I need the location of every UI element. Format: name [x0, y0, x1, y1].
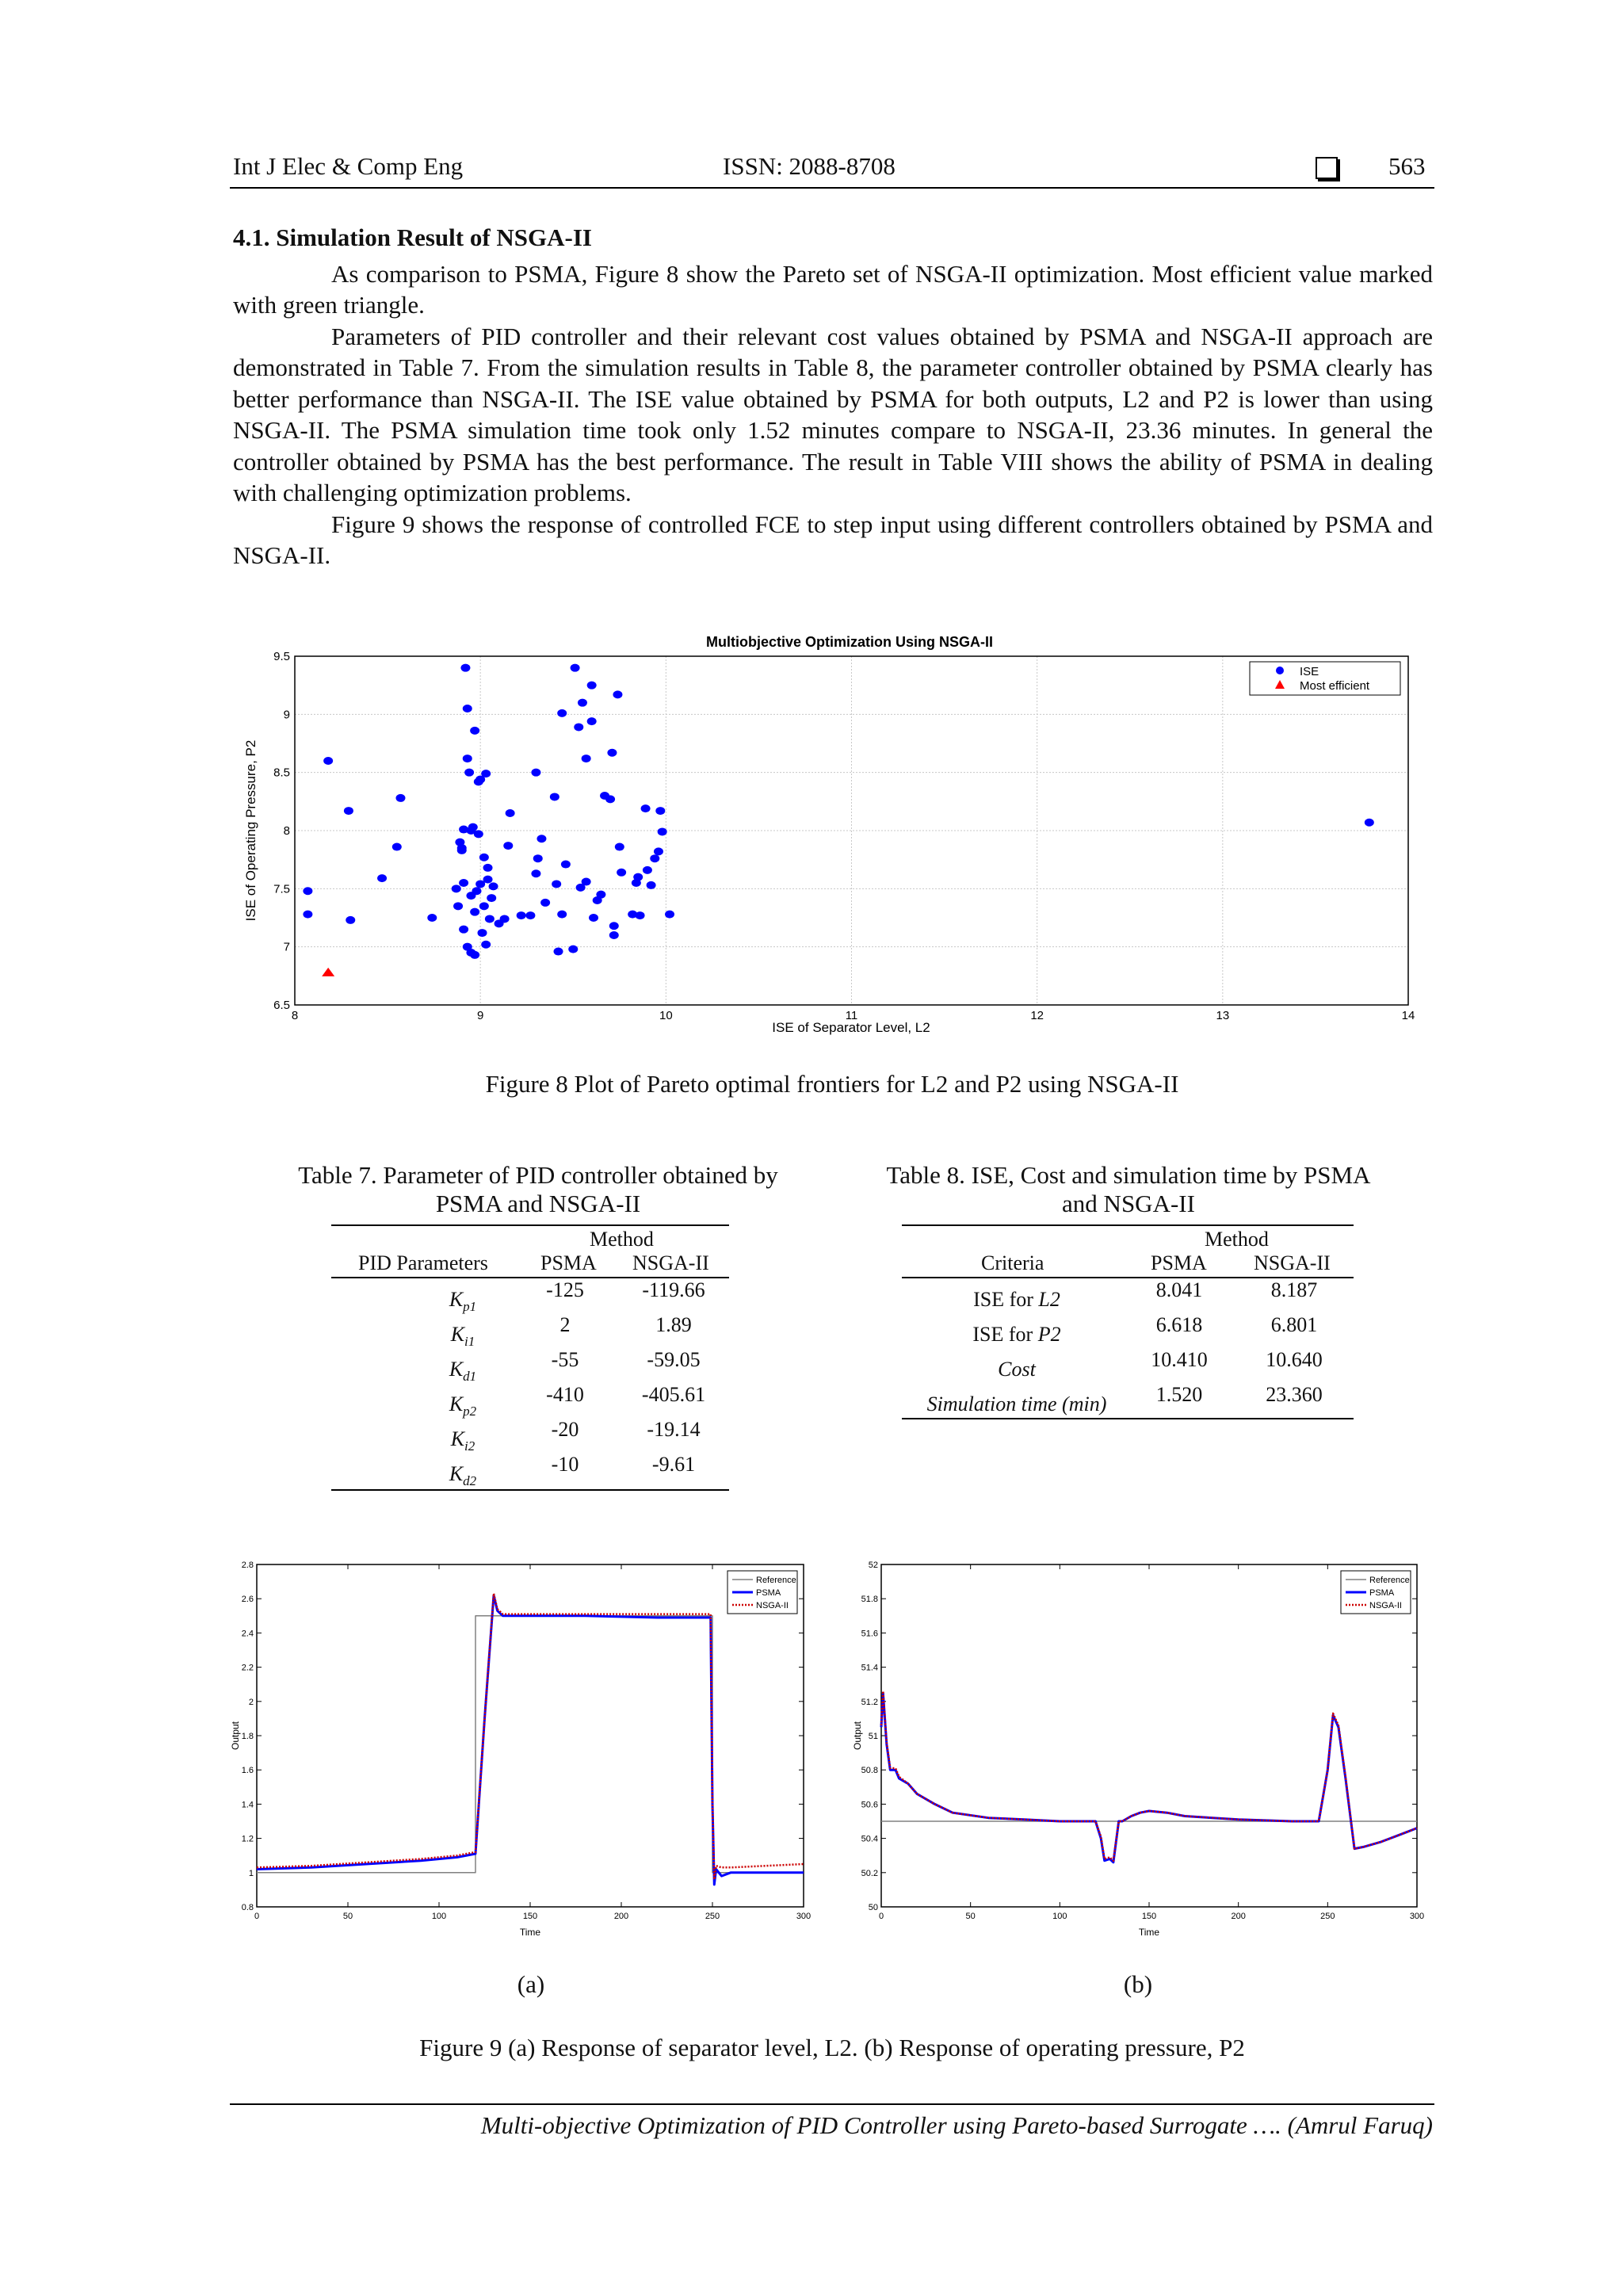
scatter-point-ise [377, 874, 387, 882]
y-tick-label: 8 [283, 824, 290, 838]
legend-label-nsga: NSGA-II [1369, 1601, 1402, 1610]
x-tick-label: 14 [1401, 1009, 1415, 1022]
y-tick-label: 8.5 [273, 766, 290, 780]
x-tick-label: 300 [796, 1912, 812, 1921]
table8-caption [848, 1161, 1409, 1218]
table7-psma-cell: 2 [559, 1313, 571, 1336]
y-tick-label: 1.6 [241, 1766, 254, 1776]
y-tick-label: 1.2 [241, 1834, 254, 1844]
x-tick-label: 100 [431, 1912, 447, 1921]
table7-caption [252, 1161, 824, 1218]
scatter-point-ise [554, 948, 563, 956]
table7-psma-cell: -10 [551, 1453, 579, 1476]
x-tick-label: 200 [613, 1912, 629, 1921]
scatter-point-ise [525, 911, 535, 919]
y-axis-label: Output [230, 1721, 241, 1751]
legend-label-nsga: NSGA-II [756, 1601, 789, 1610]
scatter-point-ise [557, 709, 567, 717]
scatter-point-ise [633, 873, 643, 881]
table8-criteria-cell: Simulation time (min) [926, 1392, 1107, 1415]
table7-nsga-cell: -119.66 [642, 1278, 705, 1301]
x-axis-label: Time [1138, 1927, 1160, 1938]
y-tick-label: 2 [248, 1697, 254, 1707]
table8-col-psma: PSMA [1151, 1251, 1207, 1274]
scatter-point-ise [427, 914, 437, 922]
table8-psma-cell: 6.618 [1155, 1313, 1203, 1336]
scatter-point-ise [463, 705, 472, 712]
y-tick-label: 50 [868, 1903, 878, 1912]
table8-nsga-cell: 6.801 [1270, 1313, 1318, 1336]
table7-nsga-cell: -9.61 [651, 1453, 696, 1476]
footer-text: Multi-objective Optimization of PID Controller using Pareto-based Surrogate …. (Amrul Faruq) [480, 2111, 1433, 2139]
scatter-point-ise [483, 864, 493, 872]
scatter-point-ise [557, 911, 567, 919]
scatter-point-ise [609, 922, 619, 930]
table7-psma-cell: -125 [546, 1278, 584, 1301]
table7-nsga-cell: 1.89 [655, 1313, 692, 1336]
scatter-point-ise [587, 717, 597, 725]
scatter-point-ise [665, 911, 674, 919]
scatter-point-ise [464, 769, 474, 777]
table8-criteria-cell: ISE for P2 [972, 1323, 1061, 1346]
scatter-point-ise [571, 664, 580, 672]
table7-param-cell: $K_{d1}$ [449, 1358, 477, 1385]
y-tick-label: 2.8 [241, 1561, 254, 1570]
x-tick-label: 12 [1030, 1009, 1044, 1022]
legend-label-most-efficient: Most efficient [1300, 679, 1370, 693]
y-tick-label: 0.8 [241, 1903, 254, 1912]
scatter-point-ise [636, 911, 645, 919]
scatter-point-ise [474, 830, 483, 838]
scatter-point-ise [485, 915, 495, 923]
scatter-point-ise [479, 854, 489, 861]
chart-title: Multiobjective Optimization Using NSGA-II [705, 634, 994, 650]
scatter-point-ise [463, 755, 472, 762]
table8-caption-line1: Table 8. ISE, Cost and simulation time by PSMA [886, 1161, 1371, 1189]
figure9b-label: (b) [1123, 1970, 1153, 1998]
scatter-point-ise [489, 882, 498, 890]
table8-nsga-cell: 10.640 [1266, 1348, 1323, 1371]
scatter-point-ise [654, 847, 663, 855]
scatter-point-ise [531, 869, 540, 877]
legend-label-reference: Reference [756, 1576, 796, 1585]
legend-label-psma: PSMA [1369, 1588, 1395, 1598]
scatter-point-ise [609, 931, 619, 939]
scatter-point-ise [472, 887, 481, 895]
figure9a-label: (a) [517, 1970, 545, 1998]
x-tick-label: 10 [659, 1009, 673, 1022]
x-tick-label: 250 [705, 1912, 720, 1921]
figure9b-line-chart [848, 1553, 1434, 1950]
chart-legend [1341, 1571, 1411, 1614]
table8-psma-cell: 1.520 [1155, 1383, 1203, 1406]
scatter-point-ise [647, 881, 656, 889]
table7-param-cell: $K_{p1}$ [449, 1288, 477, 1315]
y-tick-label: 51.6 [861, 1629, 878, 1639]
scatter-point-ise [457, 846, 467, 854]
scatter-point-ise [550, 793, 559, 800]
table8-criteria-cell: Cost [998, 1358, 1036, 1381]
scatter-point-ise [453, 902, 463, 910]
scatter-point-ise [607, 749, 617, 757]
figure8-caption: Figure 8 Plot of Pareto optimal frontiers for L2 and P2 using NSGA-II [485, 1070, 1179, 1098]
y-tick-label: 9.5 [273, 650, 290, 663]
table7-nsga-cell: -405.61 [641, 1383, 706, 1406]
scatter-point-ise [468, 823, 478, 831]
scatter-point-ise [540, 899, 550, 907]
y-tick-label: 52 [868, 1561, 878, 1570]
figure9-caption: Figure 9 (a) Response of separator level, L2. (b) Response of operating pressure, P2 [419, 2034, 1245, 2061]
scatter-point-ise [533, 854, 543, 862]
scatter-point-ise [578, 699, 587, 707]
scatter-point-ise [589, 914, 598, 922]
y-tick-label: 51 [868, 1732, 878, 1741]
scatter-point-ise [658, 827, 667, 835]
table7-nsga-cell: -19.14 [647, 1418, 701, 1441]
table7-bottom-rule [331, 1489, 729, 1491]
table8-bottom-rule [902, 1418, 1354, 1419]
x-tick-label: 9 [476, 1009, 484, 1022]
scatter-point-ise [605, 795, 615, 803]
scatter-point-ise [470, 908, 479, 916]
issn: ISSN: 2088-8708 [723, 152, 896, 180]
x-tick-label: 11 [845, 1009, 858, 1022]
paragraph-3: Figure 9 shows the response of controlled FCE to step input using different controllers obtained by PSMA and NSGA-II. [233, 510, 1433, 569]
x-tick-label: 50 [342, 1912, 353, 1921]
figure9a-line-chart [230, 1553, 816, 1950]
table7-method-header: Method [590, 1228, 654, 1251]
scatter-point-ise [506, 809, 515, 817]
scatter-point-ise [470, 727, 479, 735]
scatter-point-ise [303, 911, 312, 919]
section-body [233, 222, 1433, 571]
scatter-point-ise [617, 869, 626, 877]
checkbox-square-icon [1316, 157, 1338, 179]
scatter-point-ise [587, 682, 597, 690]
legend-label-ise: ISE [1300, 665, 1319, 678]
table8-psma-cell: 10.410 [1151, 1348, 1208, 1371]
y-tick-label: 51.8 [861, 1595, 878, 1605]
table7-psma-cell: -55 [551, 1348, 579, 1371]
table8-nsga-cell: 8.187 [1270, 1278, 1318, 1301]
y-tick-label: 6.5 [273, 999, 290, 1012]
x-tick-label: 150 [522, 1912, 538, 1921]
x-tick-label: 100 [1052, 1912, 1067, 1921]
scatter-point-ise [643, 866, 652, 874]
section-title: 4.1. Simulation Result of NSGA-II [233, 223, 592, 251]
scatter-point-ise [346, 916, 355, 924]
scatter-point-ise [561, 861, 571, 869]
scatter-point-ise [500, 915, 510, 923]
scatter-point-ise [481, 941, 491, 949]
y-tick-label: 50.2 [861, 1868, 878, 1878]
y-tick-label: 2.4 [241, 1629, 254, 1639]
x-axis-label: Time [519, 1927, 541, 1938]
paragraph-2: Parameters of PID controller and their relevant cost values obtained by PSMA and NSGA-II approach are demonstrated in Table 7. From the simulation results in Table 8, the parameter controller obtained by PSMA clearly has better performance than NSGA-II. The ISE value obtained by PSMA for both outputs, L2 and P2 is lower than using NSGA-II. The PSMA simulation time took only 1.52 minutes compare to NSGA-II, 23.36 minutes. In general the controller obtained by PSMA has the best performance. The result in Table VIII shows the ability of PSMA in dealing with challenging optimization problems. [233, 322, 1433, 506]
x-tick-label: 150 [1141, 1912, 1157, 1921]
scatter-point-ise [574, 723, 583, 731]
paragraph-1: As comparison to PSMA, Figure 8 show the Pareto set of NSGA-II optimization. Most efficient value marked with green triangle. [233, 259, 1433, 319]
table8-caption-line2: and NSGA-II [1062, 1190, 1195, 1217]
chart-legend [727, 1571, 797, 1614]
table7-param-cell: $K_{i1}$ [450, 1323, 475, 1350]
chart-legend [1250, 662, 1400, 695]
scatter-point-ise [460, 664, 470, 672]
x-tick-label: 8 [291, 1009, 299, 1022]
footer-rule [230, 2103, 1434, 2105]
scatter-point-ise [582, 755, 591, 762]
y-tick-label: 1.4 [241, 1800, 254, 1810]
y-tick-label: 2.2 [241, 1663, 254, 1673]
table8-psma-cell: 8.041 [1155, 1278, 1203, 1301]
table8-nsga-cell: 23.360 [1266, 1383, 1323, 1406]
y-tick-label: 50.6 [861, 1800, 878, 1810]
table7-param-cell: $K_{i2}$ [450, 1427, 475, 1454]
scatter-point-ise [582, 878, 591, 886]
scatter-point-ise [483, 876, 493, 884]
y-tick-label: 1.8 [241, 1732, 254, 1741]
scatter-point-ise [479, 902, 489, 910]
scatter-point-ise [452, 884, 461, 892]
scatter-point-ise [531, 769, 540, 777]
table8-col-criteria: Criteria [981, 1251, 1044, 1274]
y-tick-label: 9 [283, 708, 290, 722]
table8-criteria-cell: ISE for L2 [973, 1288, 1060, 1311]
scatter-point-ise [655, 807, 665, 815]
table7-param-cell: $K_{p2}$ [449, 1392, 477, 1419]
y-tick-label: 51.2 [861, 1697, 878, 1707]
y-tick-label: 7.5 [273, 882, 290, 896]
scatter-point-ise [615, 843, 624, 851]
scatter-point-ise [1365, 819, 1374, 827]
y-tick-label: 7 [283, 940, 290, 954]
scatter-point-ise [568, 946, 578, 953]
table7-param-cell: $K_{d2}$ [449, 1462, 477, 1489]
x-tick-label: 300 [1409, 1912, 1425, 1921]
x-tick-label: 0 [878, 1912, 884, 1921]
table7-caption-line2: PSMA and NSGA-II [435, 1190, 641, 1217]
y-axis-label: ISE of Operating Pressure, P2 [243, 739, 258, 922]
legend-label-psma: PSMA [756, 1588, 781, 1598]
table7-psma-cell: -20 [551, 1418, 579, 1441]
table7-col-psma: PSMA [540, 1251, 597, 1274]
table8-col-nsga: NSGA-II [1254, 1251, 1331, 1274]
scatter-point-ise [323, 757, 333, 765]
table8-top-rule [902, 1224, 1354, 1226]
scatter-point-ise [641, 804, 651, 812]
table8 [902, 1223, 1354, 1421]
scatter-point-ise [459, 879, 468, 887]
scatter-point-ise [392, 843, 402, 851]
y-tick-label: 50.8 [861, 1766, 878, 1776]
scatter-point-ise [503, 842, 513, 850]
table8-method-header: Method [1205, 1228, 1269, 1251]
table7-caption-line1: Table 7. Parameter of PID controller obtained by [298, 1161, 778, 1189]
x-tick-label: 200 [1231, 1912, 1246, 1921]
table7-psma-cell: -410 [546, 1383, 584, 1406]
x-tick-label: 50 [965, 1912, 976, 1921]
y-tick-label: 51.4 [861, 1663, 878, 1673]
y-tick-label: 2.6 [241, 1595, 254, 1605]
scatter-point-ise [344, 807, 353, 815]
scatter-point-ise [481, 770, 491, 777]
x-axis-label: ISE of Separator Level, L2 [772, 1020, 930, 1035]
scatter-point-ise [613, 690, 622, 698]
scatter-point-ise [552, 880, 561, 888]
scatter-point-ise [478, 929, 487, 937]
legend-marker-ise [1276, 667, 1284, 674]
page-number: 563 [1388, 152, 1426, 180]
scatter-point-ise [537, 835, 546, 842]
scatter-point-ise [459, 926, 468, 934]
x-tick-label: 13 [1216, 1009, 1230, 1022]
scatter-point-ise [596, 891, 605, 899]
journal-name: Int J Elec & Comp Eng [233, 152, 464, 180]
legend-label-reference: Reference [1369, 1576, 1410, 1585]
scatter-point-ise [517, 911, 526, 919]
y-tick-label: 50.4 [861, 1834, 878, 1844]
x-tick-label: 0 [254, 1912, 260, 1921]
scatter-point-ise [650, 854, 659, 862]
table7-top-rule [331, 1224, 729, 1226]
table7-nsga-cell: -59.05 [647, 1348, 701, 1371]
scatter-point-ise [487, 894, 496, 902]
figure8-scatter-chart [230, 626, 1434, 1046]
scatter-point-ise [303, 887, 312, 895]
x-tick-label: 250 [1320, 1912, 1335, 1921]
table7 [331, 1223, 729, 1492]
scatter-point-ise [395, 794, 405, 802]
table7-col-nsga: NSGA-II [632, 1251, 709, 1274]
table7-col-pid: PID Parameters [358, 1251, 488, 1274]
y-tick-label: 1 [248, 1868, 254, 1878]
y-axis-label: Output [852, 1721, 863, 1751]
scatter-point-ise [470, 951, 479, 959]
header-rule [230, 187, 1434, 189]
